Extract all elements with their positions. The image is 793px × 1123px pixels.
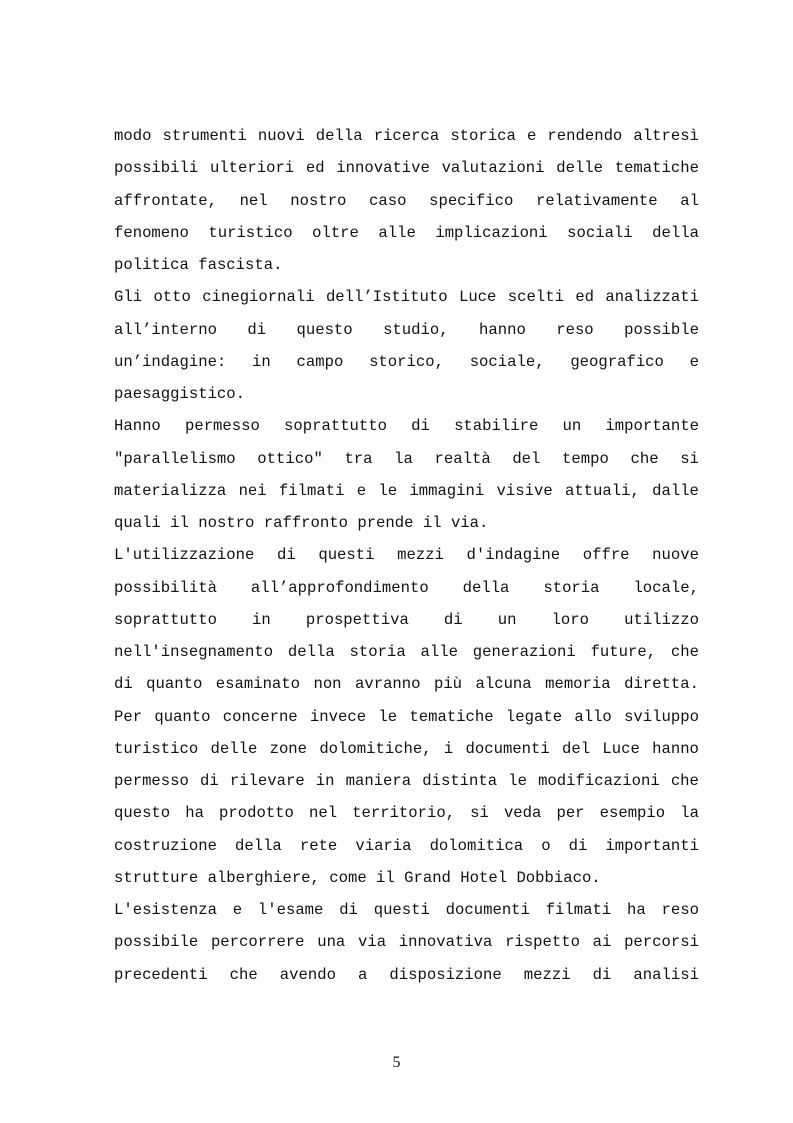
- word: oltre: [312, 223, 359, 242]
- word: alle: [420, 643, 458, 661]
- text-line: [114, 475, 699, 507]
- word: in: [315, 772, 335, 790]
- text-line: [114, 733, 699, 765]
- word: Hanno: [114, 417, 161, 436]
- word: viaria: [355, 836, 412, 855]
- word: ulteriori: [209, 159, 295, 178]
- word: a: [358, 965, 368, 984]
- word: e: [689, 352, 699, 371]
- text-line: [114, 765, 699, 797]
- word: storia: [349, 643, 406, 661]
- text-line: [114, 862, 699, 894]
- word: territorio,: [352, 804, 456, 823]
- text-line: [114, 572, 699, 604]
- word: tempo: [562, 449, 609, 468]
- word: dolomitiche,: [319, 739, 432, 758]
- word: possibile: [114, 933, 199, 952]
- word: ha: [185, 804, 204, 823]
- word: maniera: [345, 772, 412, 790]
- word: e: [526, 127, 537, 145]
- word: ai: [592, 933, 612, 952]
- word: dolomitica: [429, 836, 524, 855]
- word: del: [562, 739, 591, 758]
- word: questo: [114, 804, 171, 823]
- word: L'utilizzazione: [114, 546, 255, 565]
- word: della: [462, 578, 510, 597]
- word: attuali,: [564, 481, 640, 500]
- word: stabilire: [454, 417, 539, 436]
- word: soprattutto: [284, 417, 387, 436]
- word: avendo: [279, 965, 336, 984]
- word: Hotel: [460, 868, 508, 887]
- word: quanto: [154, 707, 211, 726]
- word: possibilità: [114, 578, 217, 597]
- word: zone: [269, 739, 308, 758]
- word: ha: [627, 901, 646, 919]
- word: di: [339, 901, 358, 919]
- word: studio,: [383, 320, 449, 339]
- word: L'esistenza: [114, 901, 217, 919]
- word: legate: [505, 707, 563, 726]
- word: esaminato: [215, 675, 301, 694]
- word: il: [376, 868, 395, 887]
- word: sociale,: [469, 352, 545, 371]
- word: prende: [357, 514, 414, 532]
- word: della: [652, 223, 699, 242]
- word: un: [562, 417, 582, 436]
- text-line: [114, 120, 699, 152]
- text-line: [114, 959, 699, 991]
- word: delle: [556, 159, 604, 178]
- word: all’approfondimento: [250, 578, 429, 597]
- word: l'esame: [257, 901, 324, 919]
- word: distinta: [422, 772, 498, 790]
- word: allo: [574, 707, 612, 726]
- word: dell’Istituto: [325, 288, 448, 307]
- word: analizzati: [605, 288, 699, 307]
- word: un: [497, 610, 517, 629]
- word: il: [170, 514, 189, 532]
- word: paesaggistico.: [114, 385, 246, 403]
- text-line: [114, 701, 699, 733]
- word: la: [394, 449, 413, 468]
- word: o: [541, 836, 551, 855]
- word: modificazioni: [538, 772, 660, 790]
- word: documenti: [465, 739, 550, 758]
- word: nei: [238, 481, 267, 500]
- word: Luce: [458, 288, 497, 307]
- word: sociali: [567, 223, 633, 242]
- word: della: [315, 127, 363, 145]
- text-line: [114, 604, 699, 636]
- word: di: [247, 320, 267, 339]
- word: rispetto: [505, 933, 580, 952]
- text-line: [114, 539, 699, 571]
- word: costruzione: [114, 836, 217, 855]
- word: di: [114, 675, 133, 694]
- word: ricerca: [373, 127, 440, 145]
- word: mezzi: [397, 546, 444, 565]
- word: alberghiere,: [207, 868, 320, 887]
- word: importanti: [605, 836, 699, 855]
- word: nuove: [652, 546, 699, 565]
- text-line: [114, 281, 699, 313]
- word: quali: [114, 514, 161, 532]
- word: ed: [575, 288, 595, 307]
- word: delle: [210, 739, 258, 758]
- word: geografico: [570, 352, 664, 371]
- word: e: [356, 481, 367, 500]
- word: "parallelismo: [114, 449, 236, 468]
- word: che: [670, 772, 699, 790]
- word: specifico: [429, 191, 514, 210]
- word: rilevare: [229, 772, 305, 790]
- word: e: [232, 901, 243, 919]
- text-line: [114, 668, 699, 700]
- word: documenti: [445, 901, 530, 919]
- word: visive: [496, 481, 553, 500]
- word: innovativa: [398, 933, 493, 952]
- word: veda: [503, 804, 542, 823]
- word: nostro: [198, 514, 255, 532]
- word: in: [252, 352, 271, 371]
- text-line: [114, 894, 699, 926]
- word: esempio: [599, 804, 666, 823]
- word: alcuna: [475, 675, 532, 694]
- word: di: [443, 610, 463, 629]
- word: di: [277, 546, 296, 565]
- text-line: [114, 346, 699, 378]
- word: campo: [296, 352, 344, 371]
- word: nel: [239, 191, 268, 210]
- word: Grand: [404, 868, 451, 887]
- word: prodotto: [219, 804, 294, 823]
- word: precedenti: [114, 965, 208, 984]
- word: realtà: [434, 449, 491, 468]
- word: rete: [299, 836, 338, 855]
- word: Dobbiaco.: [516, 868, 601, 887]
- word: sviluppo: [624, 707, 699, 726]
- word: quanto: [146, 675, 203, 694]
- word: soprattutto: [114, 610, 217, 629]
- word: scelti: [507, 288, 564, 307]
- word: via.: [450, 514, 489, 532]
- word: le: [508, 772, 527, 790]
- word: permesso: [184, 417, 260, 436]
- word: tematiche: [409, 707, 494, 726]
- word: politica: [114, 256, 189, 274]
- text-line: [114, 443, 699, 475]
- text-line: [114, 797, 699, 829]
- word: permesso: [114, 772, 189, 790]
- word: i: [443, 739, 454, 758]
- text-line: [114, 378, 699, 410]
- word: immagini: [409, 481, 485, 500]
- text-line: [114, 410, 699, 442]
- word: memoria: [545, 675, 611, 694]
- word: otto: [153, 288, 191, 307]
- word: del: [512, 449, 541, 468]
- word: affrontate,: [114, 191, 217, 210]
- word: questi: [373, 901, 430, 919]
- word: che: [630, 449, 659, 468]
- word: le: [378, 481, 398, 500]
- word: disposizione: [389, 965, 502, 984]
- word: valutazioni: [441, 159, 545, 178]
- word: possibili: [114, 159, 199, 178]
- word: d'indagine: [466, 546, 561, 565]
- word: di: [568, 836, 588, 855]
- word: storico,: [369, 352, 444, 371]
- word: filmati: [278, 481, 345, 500]
- word: Per: [114, 707, 143, 726]
- word: si: [680, 449, 699, 468]
- word: in: [252, 610, 271, 629]
- word: tematiche: [614, 159, 699, 178]
- word: reso: [556, 320, 594, 339]
- word: al: [680, 191, 699, 210]
- text-line: [114, 217, 699, 249]
- word: loro: [551, 610, 590, 629]
- word: via: [358, 933, 387, 952]
- word: modo: [114, 127, 152, 145]
- word: un’indagine:: [114, 352, 227, 371]
- word: ed: [305, 159, 325, 178]
- word: della: [287, 643, 335, 661]
- word: hanno: [479, 320, 526, 339]
- word: relativamente: [535, 191, 658, 210]
- word: nostro: [290, 191, 347, 210]
- word: possible: [624, 320, 699, 339]
- word: di: [199, 772, 219, 790]
- word: storica: [450, 127, 516, 145]
- word: innovative: [336, 159, 430, 178]
- word: come: [329, 868, 367, 887]
- word: filmati: [545, 901, 612, 919]
- word: non: [313, 675, 342, 694]
- word: concerne: [222, 707, 298, 726]
- word: hanno: [652, 739, 699, 758]
- word: nuovi: [257, 127, 305, 145]
- word: questi: [318, 546, 375, 565]
- word: mezzi: [523, 965, 571, 984]
- word: Gli: [114, 288, 143, 307]
- text-line: [114, 507, 699, 539]
- word: prospettiva: [305, 610, 409, 629]
- text-line: [114, 830, 699, 862]
- word: più: [433, 675, 463, 694]
- word: locale,: [633, 578, 699, 597]
- word: utilizzo: [624, 610, 699, 629]
- text-line: [114, 636, 699, 668]
- word: turistico: [114, 739, 199, 758]
- word: invece: [309, 707, 367, 726]
- word: generazioni: [472, 643, 576, 661]
- word: altresì: [633, 127, 699, 145]
- word: offre: [582, 546, 630, 565]
- word: nel: [308, 804, 338, 823]
- word: caso: [369, 191, 407, 210]
- word: turistico: [208, 223, 293, 242]
- text-line: [114, 249, 699, 281]
- word: di: [592, 965, 612, 984]
- word: rendendo: [547, 127, 623, 145]
- text-line: [114, 314, 699, 346]
- word: raffronto: [263, 514, 348, 532]
- word: percorrere: [210, 933, 305, 952]
- word: alle: [378, 223, 416, 242]
- word: fascista.: [198, 256, 283, 274]
- word: il: [422, 514, 442, 532]
- text-line: [114, 185, 699, 217]
- word: analisi: [633, 965, 699, 984]
- word: dalle: [652, 481, 699, 500]
- word: che: [229, 965, 258, 984]
- word: storia: [543, 578, 600, 597]
- word: all’interno: [114, 320, 217, 339]
- word: ottico": [257, 449, 323, 468]
- word: implicazioni: [435, 223, 548, 242]
- word: future,: [590, 643, 657, 661]
- word: reso: [661, 901, 699, 919]
- word: importante: [605, 417, 699, 436]
- word: nell'insegnamento: [114, 643, 274, 661]
- word: fenomeno: [114, 223, 189, 242]
- word: la: [680, 804, 699, 823]
- word: per: [556, 804, 585, 823]
- page-body-text: [114, 120, 699, 991]
- word: una: [317, 933, 346, 952]
- word: materializza: [114, 481, 227, 500]
- word: di: [411, 417, 430, 436]
- text-line: [114, 926, 699, 958]
- word: della: [235, 836, 282, 855]
- word: questo: [296, 320, 353, 339]
- word: le: [378, 707, 398, 726]
- page-number: 5: [392, 1054, 401, 1071]
- word: strumenti: [162, 127, 247, 145]
- word: avranno: [355, 675, 421, 694]
- word: strutture: [114, 868, 199, 887]
- word: cinegiornali: [202, 288, 315, 307]
- word: si: [470, 804, 489, 823]
- text-line: [114, 152, 699, 184]
- word: che: [670, 643, 699, 661]
- word: diretta.: [624, 675, 699, 694]
- word: percorsi: [624, 933, 699, 952]
- word: Luce: [602, 739, 640, 758]
- word: tra: [344, 449, 373, 468]
